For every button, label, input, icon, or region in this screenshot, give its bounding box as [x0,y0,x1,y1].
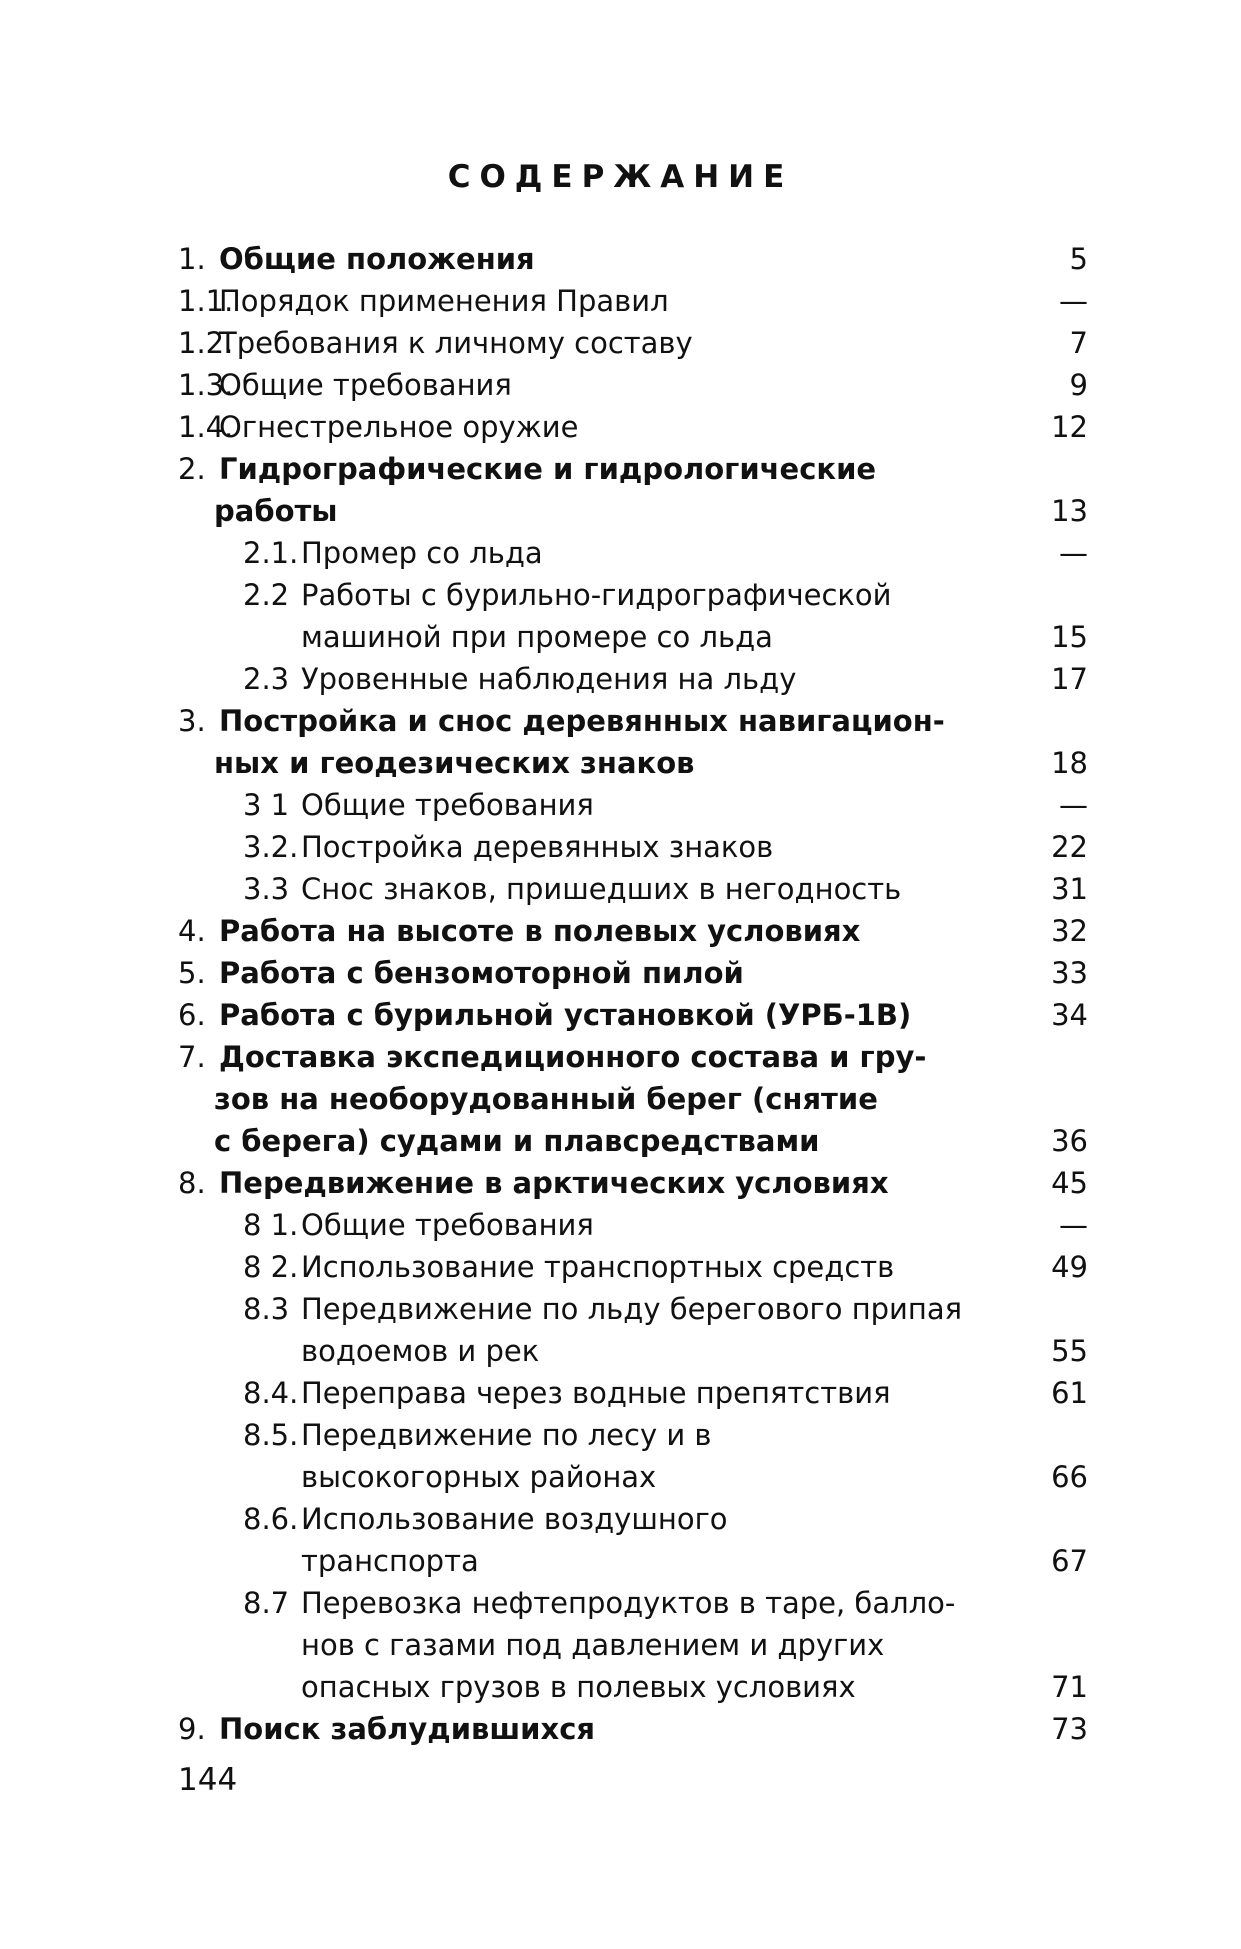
toc-page: 73 [1051,1712,1088,1746]
table-of-contents [178,238,1088,1750]
toc-page: — [1059,284,1088,318]
toc-title: Передвижение в арктических условиях [219,1166,889,1200]
toc-entry-1-1 [178,280,1088,322]
toc-title: машиной при промере со льда [301,620,773,654]
toc-entry-7-continued [178,1078,1088,1120]
toc-page: 13 [1051,494,1088,528]
toc-number: 3.2. [243,830,299,864]
toc-page: 71 [1051,1670,1088,1704]
toc-number: 1.2. [178,326,234,360]
toc-entry-3-1 [178,784,1088,826]
toc-number: 2.1. [243,536,299,570]
toc-entry-8-5-continued [178,1456,1088,1498]
toc-entry-1 [178,238,1088,280]
toc-page: 9 [1069,368,1088,402]
toc-title: Передвижение по лесу и в [301,1418,712,1452]
toc-title: Требования к личному составу [219,326,693,360]
toc-title: Общие требования [219,368,512,402]
toc-entry-9 [178,1708,1088,1750]
toc-number: 8 1. [243,1208,299,1242]
toc-page: — [1059,536,1088,570]
toc-number: 7. [178,1040,206,1074]
toc-page: — [1059,1208,1088,1242]
toc-entry-2 [178,448,1088,490]
toc-title: Промер со льда [301,536,543,570]
toc-entry-8 [178,1162,1088,1204]
toc-title: Общие требования [301,788,594,822]
toc-title: Огнестрельное оружие [219,410,579,444]
toc-title: Общие положения [219,242,535,276]
toc-title: опасных грузов в полевых условиях [301,1670,856,1704]
toc-number: 2. [178,452,206,486]
toc-entry-5 [178,952,1088,994]
toc-title: Работы с бурильно-гидрографической [301,578,892,612]
toc-number: 3.3 [243,872,290,906]
toc-entry-4 [178,910,1088,952]
toc-title: ных и геодезических знаков [214,746,695,780]
toc-entry-8-6-continued [178,1540,1088,1582]
toc-entry-2-1 [178,532,1088,574]
toc-entry-3 [178,700,1088,742]
toc-number: 8.4. [243,1376,299,1410]
toc-entry-8-6 [178,1498,1088,1540]
toc-title: Доставка экспедиционного состава и гру- [219,1040,927,1074]
toc-page: 36 [1051,1124,1088,1158]
page-title: СОДЕРЖАНИЕ [447,159,794,195]
toc-entry-7-continued-2 [178,1120,1088,1162]
toc-title: высокогорных районах [301,1460,657,1494]
toc-entry-3-2 [178,826,1088,868]
toc-entry-8-5 [178,1414,1088,1456]
toc-title: с берега) судами и плавсредствами [214,1124,820,1158]
toc-number: 8. [178,1166,206,1200]
toc-number: 8.6. [243,1502,299,1536]
toc-title: Перевозка нефтепродуктов в таре, балло- [301,1586,956,1620]
toc-title: Работа с бурильной установкой (УРБ-1В) [219,998,912,1032]
toc-entry-3-3 [178,868,1088,910]
toc-title: Работа с бензомоторной пилой [219,956,744,990]
toc-entry-2-continued [178,490,1088,532]
toc-entry-1-3 [178,364,1088,406]
toc-page: 5 [1069,242,1088,276]
toc-page: 33 [1051,956,1088,990]
toc-page: 15 [1051,620,1088,654]
toc-number: 2.2 [243,578,290,612]
toc-entry-8-3 [178,1288,1088,1330]
toc-title: Использование транспортных средств [301,1250,895,1284]
toc-title: Снос знаков, пришедших в негодность [301,872,902,906]
toc-page: — [1059,788,1088,822]
toc-number: 2.3 [243,662,290,696]
toc-title: водоемов и рек [301,1334,540,1368]
toc-entry-1-4 [178,406,1088,448]
page-number: 144 [178,1762,238,1798]
toc-entry-8-3-continued [178,1330,1088,1372]
toc-entry-2-3 [178,658,1088,700]
toc-title: Постройка деревянных знаков [301,830,774,864]
toc-page: 49 [1051,1250,1088,1284]
toc-title: Работа на высоте в полевых условиях [219,914,861,948]
toc-page: 55 [1051,1334,1088,1368]
toc-entry-2-2-continued [178,616,1088,658]
toc-number: 1. [178,242,206,276]
toc-number: 8.5. [243,1418,299,1452]
toc-number: 8 2. [243,1250,299,1284]
toc-entry-8-1 [178,1204,1088,1246]
toc-entry-8-7-continued [178,1624,1088,1666]
toc-entry-8-7 [178,1582,1088,1624]
toc-title: Поиск заблудившихся [219,1712,596,1746]
toc-title: Использование воздушного [301,1502,728,1536]
toc-number: 3. [178,704,206,738]
toc-page: 31 [1051,872,1088,906]
toc-entry-8-2 [178,1246,1088,1288]
toc-title: нов с газами под давлением и других [301,1628,885,1662]
toc-number: 3 1 [243,788,290,822]
toc-entry-7 [178,1036,1088,1078]
toc-number: 4. [178,914,206,948]
toc-title: Уровенные наблюдения на льду [301,662,797,696]
toc-title: Постройка и снос деревянных навигацион- [219,704,945,738]
toc-page: 7 [1069,326,1088,360]
toc-title: транспорта [301,1544,479,1578]
toc-title: зов на необорудованный берег (снятие [214,1082,878,1116]
toc-number: 8.7 [243,1586,290,1620]
toc-title: работы [214,494,338,528]
toc-page: 12 [1051,410,1088,444]
toc-title: Общие требования [301,1208,594,1242]
toc-page: 32 [1051,914,1088,948]
toc-number: 1.3. [178,368,234,402]
toc-number: 8.3 [243,1292,290,1326]
toc-entry-8-7-continued-2 [178,1666,1088,1708]
toc-title: Переправа через водные препятствия [301,1376,891,1410]
toc-title: Передвижение по льду берегового припая [301,1292,963,1326]
toc-number: 1.4. [178,410,234,444]
toc-entry-2-2 [178,574,1088,616]
toc-number: 9. [178,1712,206,1746]
toc-page: 17 [1051,662,1088,696]
toc-page: 66 [1051,1460,1088,1494]
toc-page: 45 [1051,1166,1088,1200]
toc-entry-3-continued [178,742,1088,784]
toc-number: 5. [178,956,206,990]
toc-page: 61 [1051,1376,1088,1410]
toc-page: 18 [1051,746,1088,780]
toc-page: 22 [1051,830,1088,864]
toc-page: 67 [1051,1544,1088,1578]
toc-entry-8-4 [178,1372,1088,1414]
toc-title: Гидрографические и гидрологические [219,452,877,486]
toc-entry-6 [178,994,1088,1036]
toc-title: Порядок применения Правил [219,284,669,318]
toc-number: 1.1. [178,284,234,318]
toc-number: 6. [178,998,206,1032]
toc-entry-1-2 [178,322,1088,364]
toc-page: 34 [1051,998,1088,1032]
